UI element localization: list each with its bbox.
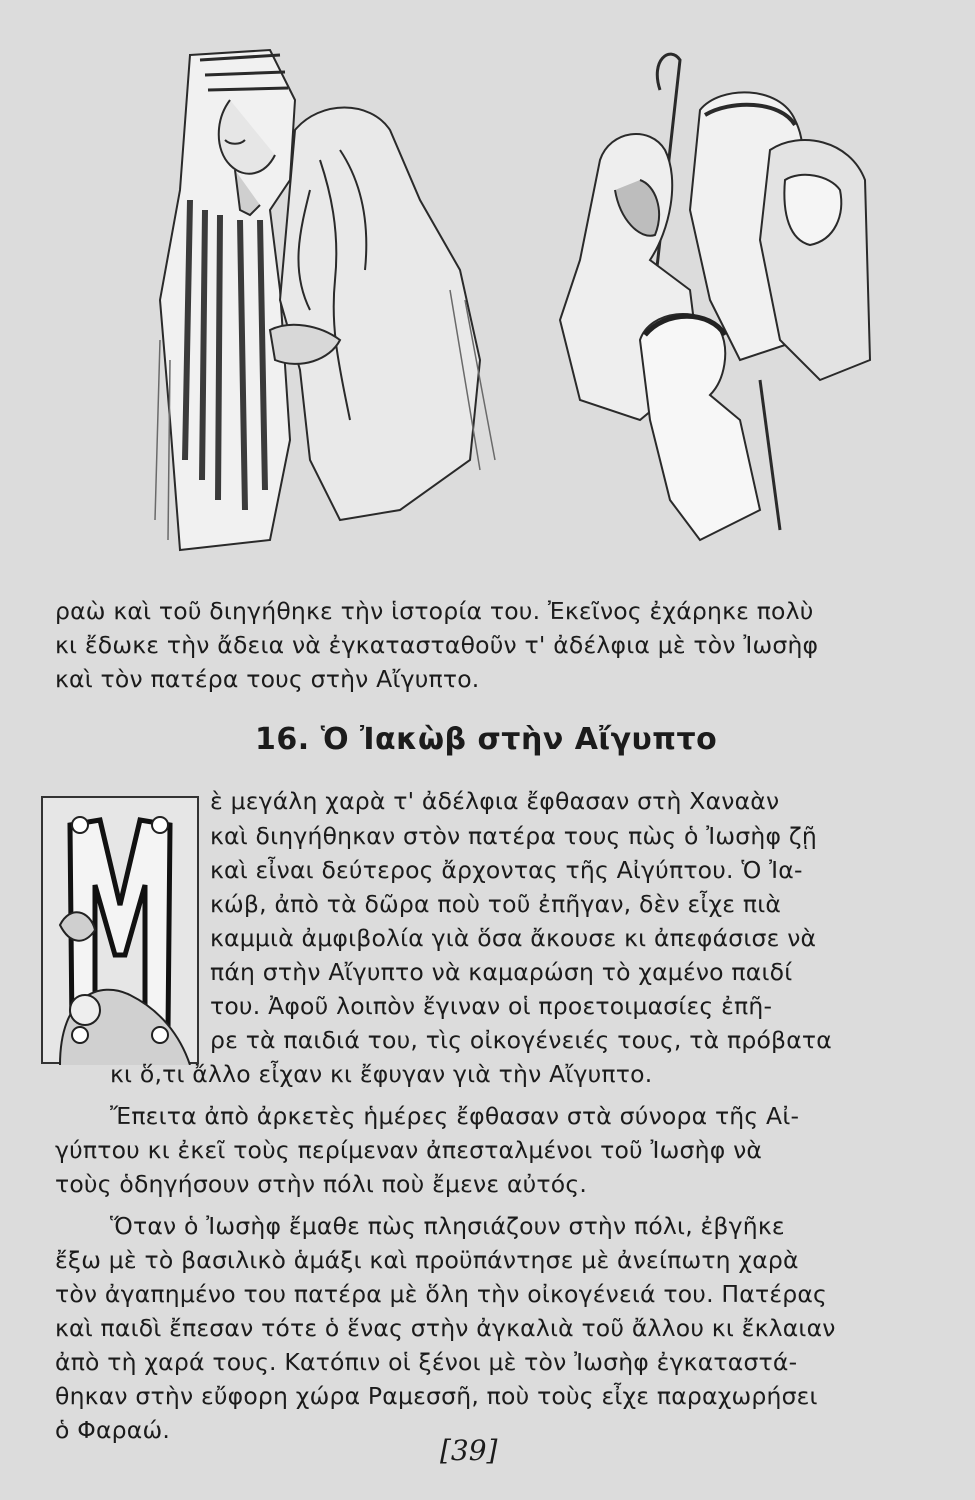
text-line: ὁ Φαραώ. (55, 1416, 170, 1444)
text-line: καὶ τὸν πατέρα τους στὴν Αἴγυπτο. (55, 665, 480, 693)
text-line: καμμιὰ ἀμφιβολία γιὰ ὅσα ἄκουσε κι ἀπεφάσισε νὰ (210, 924, 817, 952)
page-number: [39] (440, 1434, 498, 1467)
text-line: γύπτου κι ἐκεῖ τοὺς περίμεναν ἀπεσταλμένοι τοῦ Ἰωσὴφ νὰ (55, 1136, 763, 1164)
text-line: Ἔπειτα ἀπὸ ἀρκετὲς ἡμέρες ἔφθασαν στὰ σύνορα τῆς Αἰ- (110, 1102, 800, 1130)
text-line: τοὺς ὁδηγήσουν στὴν πόλι ποὺ ἔμενε αὐτός. (55, 1170, 588, 1198)
text-line: καὶ διηγήθηκαν στὸν πατέρα τους πὼς ὁ Ἰωσὴφ ζῇ (210, 822, 817, 850)
text-line: θηκαν στὴν εὔφορη χώρα Ραμεσσῆ, ποὺ τοὺς εἶχε παραχωρήσει (55, 1382, 818, 1410)
text-line: ἔξω μὲ τὸ βασιλικὸ ἁμάξι καὶ προϋπάντησε μὲ ἀνείπωτη χαρὰ (55, 1246, 799, 1274)
text-line: καὶ παιδὶ ἔπεσαν τότε ὁ ἕνας στὴν ἀγκαλιὰ τοῦ ἄλλου κι ἔκλαιαν (55, 1314, 836, 1342)
chapter-title: 16. Ὁ Ἰακὼβ στὴν Αἴγυπτο (255, 722, 718, 757)
text-line: ἀπὸ τὴ χαρά τους. Κατόπιν οἱ ξένοι μὲ τὸν Ἰωσὴφ ἐγκαταστά- (55, 1348, 798, 1376)
text-line: κώβ, ἀπὸ τὰ δῶρα ποὺ τοῦ ἐπῆγαν, δὲν εἶχε πιὰ (210, 890, 782, 918)
text-line: κι ὅ,τι ἄλλο εἶχαν κι ἔφυγαν γιὰ τὴν Αἴγυπτο. (110, 1060, 653, 1088)
text-line: ραὼ καὶ τοῦ διηγήθηκε τὴν ἱστορία του. Ἐκεῖνος ἐχάρηκε πολὺ (55, 597, 814, 625)
jacob-figure (280, 108, 480, 521)
text-line: κι ἔδωκε τὴν ἄδεια νὰ ἐγκατασταθοῦν τ' ἀδέλφια μὲ τὸν Ἰωσὴφ (55, 631, 819, 659)
text-line: τὸν ἀγαπημένο του πατέρα μὲ ὅλη τὴν οἰκογένειά του. Πατέρας (55, 1280, 828, 1308)
text-line: καὶ εἶναι δεύτερος ἄρχοντας τῆς Αἰγύπτου. Ὁ Ἰα- (210, 856, 803, 884)
jacob-before-pharaoh-illustration (40, 40, 880, 570)
text-line: του. Ἀφοῦ λοιπὸν ἔγιναν οἱ προετοιμασίες ἐπῆ- (210, 992, 773, 1020)
text-line: ρε τὰ παιδιά του, τὶς οἰκογένειές τους, τὰ πρόβατα (210, 1026, 832, 1054)
text-line: πάη στὴν Αἴγυπτο νὰ καμαρώση τὸ χαμένο παιδί (210, 958, 793, 986)
text-line: Ὅταν ὁ Ἰωσὴφ ἔμαθε πὼς πλησιάζουν στὴν πόλι, ἐβγῆκε (110, 1212, 785, 1240)
text-line: ὲ μεγάλη χαρὰ τ' ἀδέλφια ἔφθασαν στὴ Χαναὰν (210, 787, 780, 815)
decorative-initial-m (40, 795, 200, 1065)
